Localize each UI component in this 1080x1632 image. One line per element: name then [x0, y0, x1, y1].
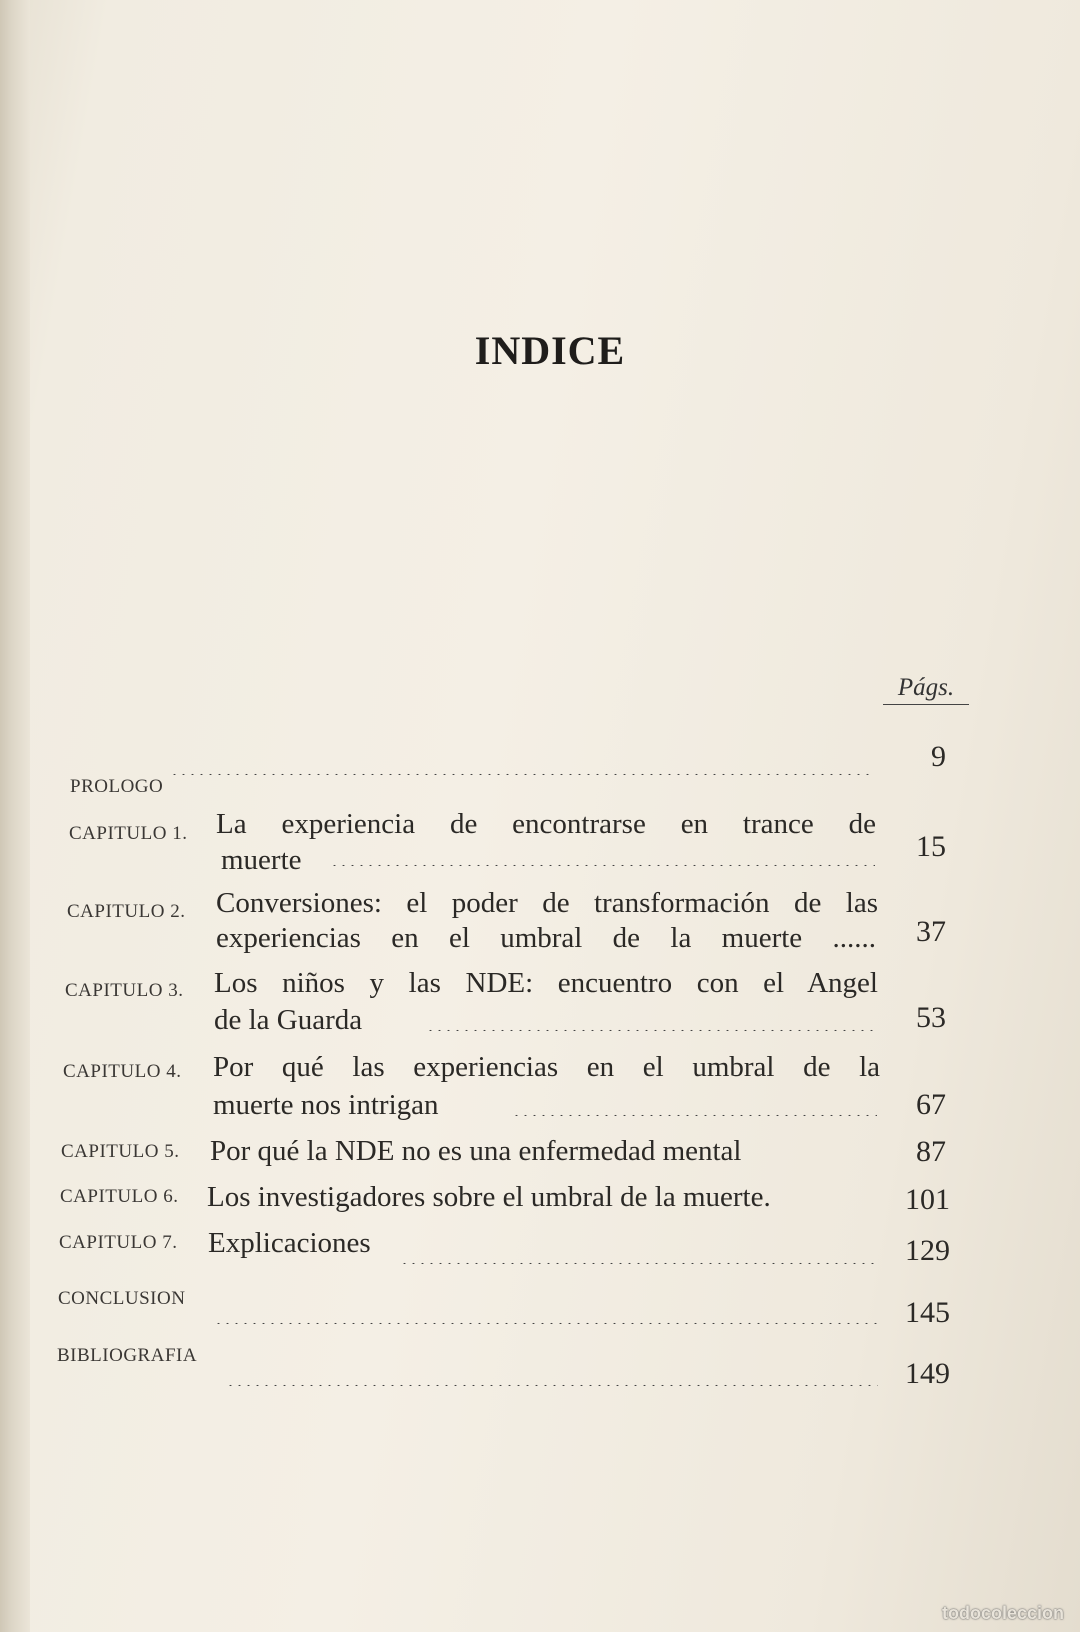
toc-page-bibliografia: 149 — [905, 1357, 950, 1390]
toc-label-chapter-1: CAPITULO 1. — [69, 823, 188, 844]
leader-dots — [330, 864, 875, 866]
toc-title-chapter-6: Los investigadores sobre el umbral de la muerte. — [207, 1181, 771, 1213]
toc-title-chapter-1-line-2: muerte — [221, 844, 302, 876]
toc-page-chapter-1: 15 — [916, 830, 946, 863]
leader-dots — [214, 1322, 878, 1324]
toc-label-chapter-6: CAPITULO 6. — [60, 1186, 179, 1207]
toc-title-chapter-2-line-1: Conversiones: el poder de transformación de las — [216, 887, 878, 919]
toc-title-chapter-3-line-1: Los niños y las NDE: encuentro con el Angel — [214, 967, 878, 999]
pages-column-header: Págs. — [883, 674, 969, 705]
toc-title-chapter-1-line-1: La experiencia de encontrarse en trance de — [216, 808, 876, 840]
toc-page-conclusion: 145 — [905, 1296, 950, 1329]
toc-label-chapter-7: CAPITULO 7. — [59, 1232, 178, 1253]
toc-title-chapter-4-line-2: muerte nos intrigan — [213, 1089, 439, 1121]
toc-label-chapter-3: CAPITULO 3. — [65, 980, 184, 1001]
toc-label-prologo: PROLOGO — [70, 776, 164, 797]
toc-label-bibliografia: BIBLIOGRAFIA — [57, 1345, 198, 1366]
toc-page-prologo: 9 — [931, 740, 946, 773]
toc-page-chapter-3: 53 — [916, 1001, 946, 1034]
toc-label-chapter-4: CAPITULO 4. — [63, 1061, 182, 1082]
toc-page-chapter-4: 67 — [916, 1088, 946, 1121]
toc-title-chapter-4-line-1: Por qué las experiencias en el umbral de la — [213, 1051, 880, 1083]
leader-dots — [400, 1262, 878, 1264]
page-title: INDICE — [474, 328, 626, 373]
watermark-text: todocoleccion — [941, 1603, 1064, 1623]
toc-page-chapter-5: 87 — [916, 1135, 946, 1168]
leader-dots — [512, 1114, 877, 1116]
toc-label-chapter-5: CAPITULO 5. — [61, 1141, 180, 1162]
toc-title-chapter-5: Por qué la NDE no es una enfermedad mental — [210, 1135, 742, 1167]
toc-label-chapter-2: CAPITULO 2. — [67, 901, 186, 922]
toc-page-chapter-7: 129 — [905, 1234, 950, 1267]
leader-dots — [226, 1384, 878, 1386]
toc-page-chapter-6: 101 — [905, 1183, 950, 1216]
toc-label-conclusion: CONCLUSION — [58, 1288, 186, 1309]
toc-title-chapter-2-line-2: experiencias en el umbral de la muerte ...... — [216, 922, 876, 954]
toc-title-chapter-3-line-2: de la Guarda — [214, 1004, 363, 1036]
toc-title-chapter-7: Explicaciones — [208, 1227, 371, 1259]
leader-dots — [170, 773, 875, 775]
leader-dots — [426, 1029, 876, 1031]
toc-page-chapter-2: 37 — [916, 915, 946, 948]
